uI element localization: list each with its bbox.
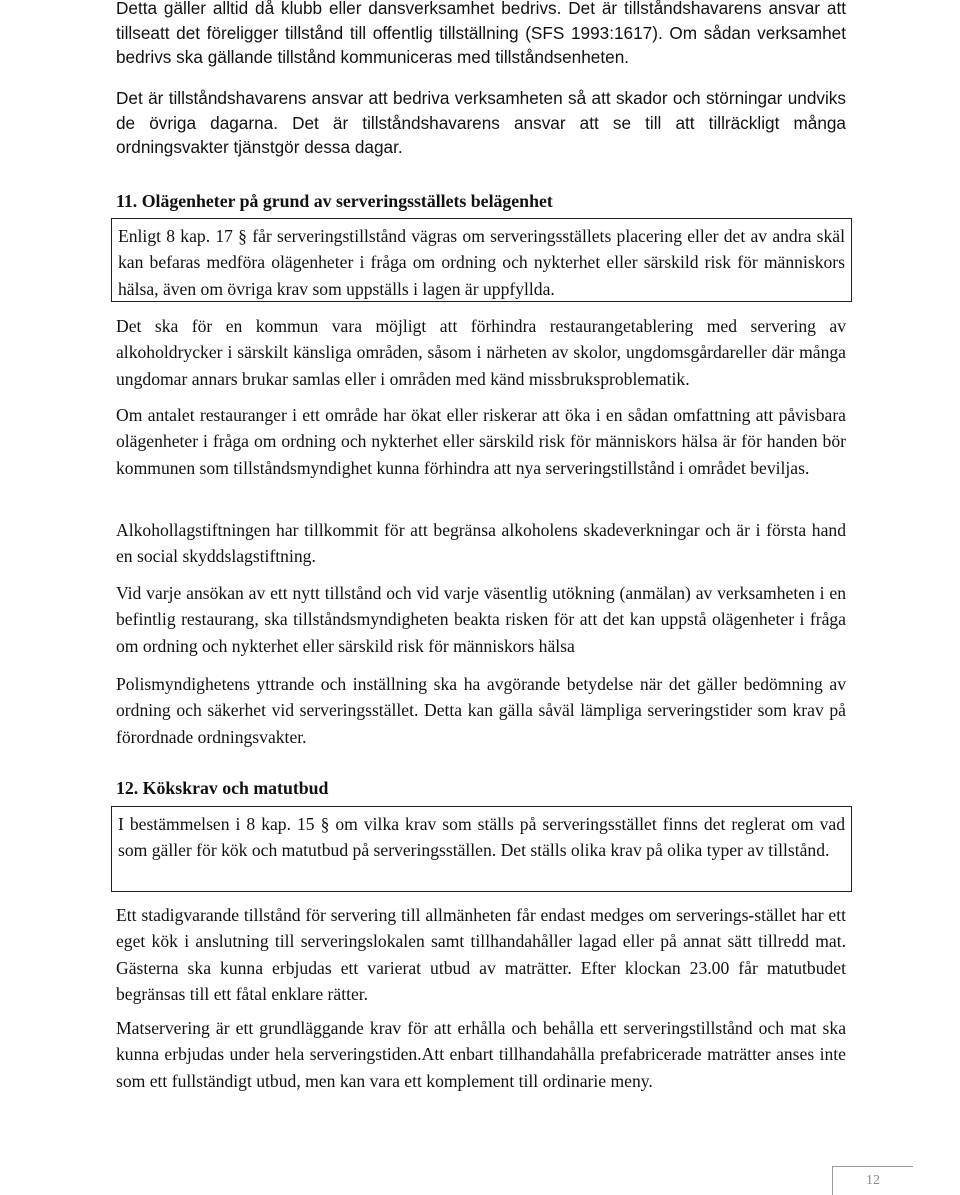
- section-12-law-text: I bestämmelsen i 8 kap. 15 § om vilka krav som ställs på serveringsstället finns det reglerat om vad som gäller för kök och matutbud på serveringsställen. Det ställs olika krav på olika typer av tillstånd.: [118, 814, 845, 861]
- paragraph-dance-permit: Detta gäller alltid då klubb eller dansverksamhet bedrivs. Det är tillståndshavarens ansvar att tillseatt det föreligger tillstånd till offentlig tillställning (SFS 1993:1617). Om sådan verksamhet bedrivs ska gällande tillstånd kommuniceras med tillståndsenheten.: [116, 0, 846, 67]
- paragraph-permanent-permit-kitchen: Ett stadigvarande tillstånd för servering till allmänheten får endast medges om serverings-stället har ett eget kök i anslutning till serveringslokalen samt tillhandahåller lagad eller på annat sätt tillredd mat. Gästerna ska kunna erbjudas ett varierat utbud av maträtter. Efter klockan 23.00 får matutbudet begränsas till ett fåtal enklare rätter.: [116, 905, 846, 1005]
- paragraph-police-statement: Polismyndighetens yttrande och inställning ska ha avgörande betydelse när det gäller bedömning av ordning och säkerhet vid serveringsstället. Detta kan gälla såväl lämpliga serveringstider som krav på förordnade ordningsvakter.: [116, 674, 846, 747]
- paragraph-disturbance-responsibility: Det är tillståndshavarens ansvar att bedriva verksamheten så att skador och störningar undviks de övriga dagarna. Det är tillståndshavarens ansvar att se till att tillräckligt många ordningsvakter tjänstgör dessa dagar.: [116, 88, 846, 157]
- page-number: 12: [832, 1166, 913, 1195]
- section-11-heading: 11. Olägenheter på grund av serveringsställets belägenhet: [116, 191, 553, 211]
- paragraph-application-review: Vid varje ansökan av ett nytt tillstånd och vid varje väsentlig utökning (anmälan) av verksamheten i en befintlig restaurang, ska tillståndsmyndigheten beakta risken för att det kan uppstå olägenheter i fråga om ordning och nykterhet eller särskild risk för människors hälsa: [116, 583, 846, 656]
- paragraph-food-service-requirement: Matservering är ett grundläggande krav för att erhålla och behålla ett serveringstillstånd och mat ska kunna erbjudas under hela serveringstiden.Att enbart tillhandahålla prefabricerade maträtter anses inte som ett fullständigt utbud, men kan vara ett komplement till ordinarie meny.: [116, 1018, 846, 1091]
- section-12-law-box: [111, 806, 852, 892]
- section-11-law-text: Enligt 8 kap. 17 § får serveringstillstånd vägras om serveringsställets placering eller det av andra skäl kan befaras medföra olägenheter i fråga om ordning och nykterhet eller särskild risk för människors hälsa, även om övriga krav som uppställs i lagen är uppfyllda.: [118, 226, 845, 299]
- section-12-heading: 12. Kökskrav och matutbud: [116, 778, 329, 798]
- paragraph-restaurant-density: Om antalet restauranger i ett område har ökat eller riskerar att öka i en sådan omfattning att påvisbara olägenheter i fråga om ordning och nykterhet eller särskild risk för människors hälsa är för handen bör kommunen som tillståndsmyndighet kunna förhindra att nya serveringstillstånd i området beviljas.: [116, 405, 846, 478]
- section-11-law-box: [111, 218, 852, 302]
- paragraph-municipal-prevention: Det ska för en kommun vara möjligt att förhindra restaurangetablering med servering av alkoholdrycker i särskilt känsliga områden, såsom i närheten av skolor, ungdomsgårdareller där många ungdomar annars brukar samlas eller i områden med känd missbruksproblematik.: [116, 316, 846, 389]
- paragraph-alcohol-legislation: Alkohollagstiftningen har tillkommit för att begränsa alkoholens skadeverkningar och är i första hand en social skyddslagstiftning.: [116, 520, 846, 567]
